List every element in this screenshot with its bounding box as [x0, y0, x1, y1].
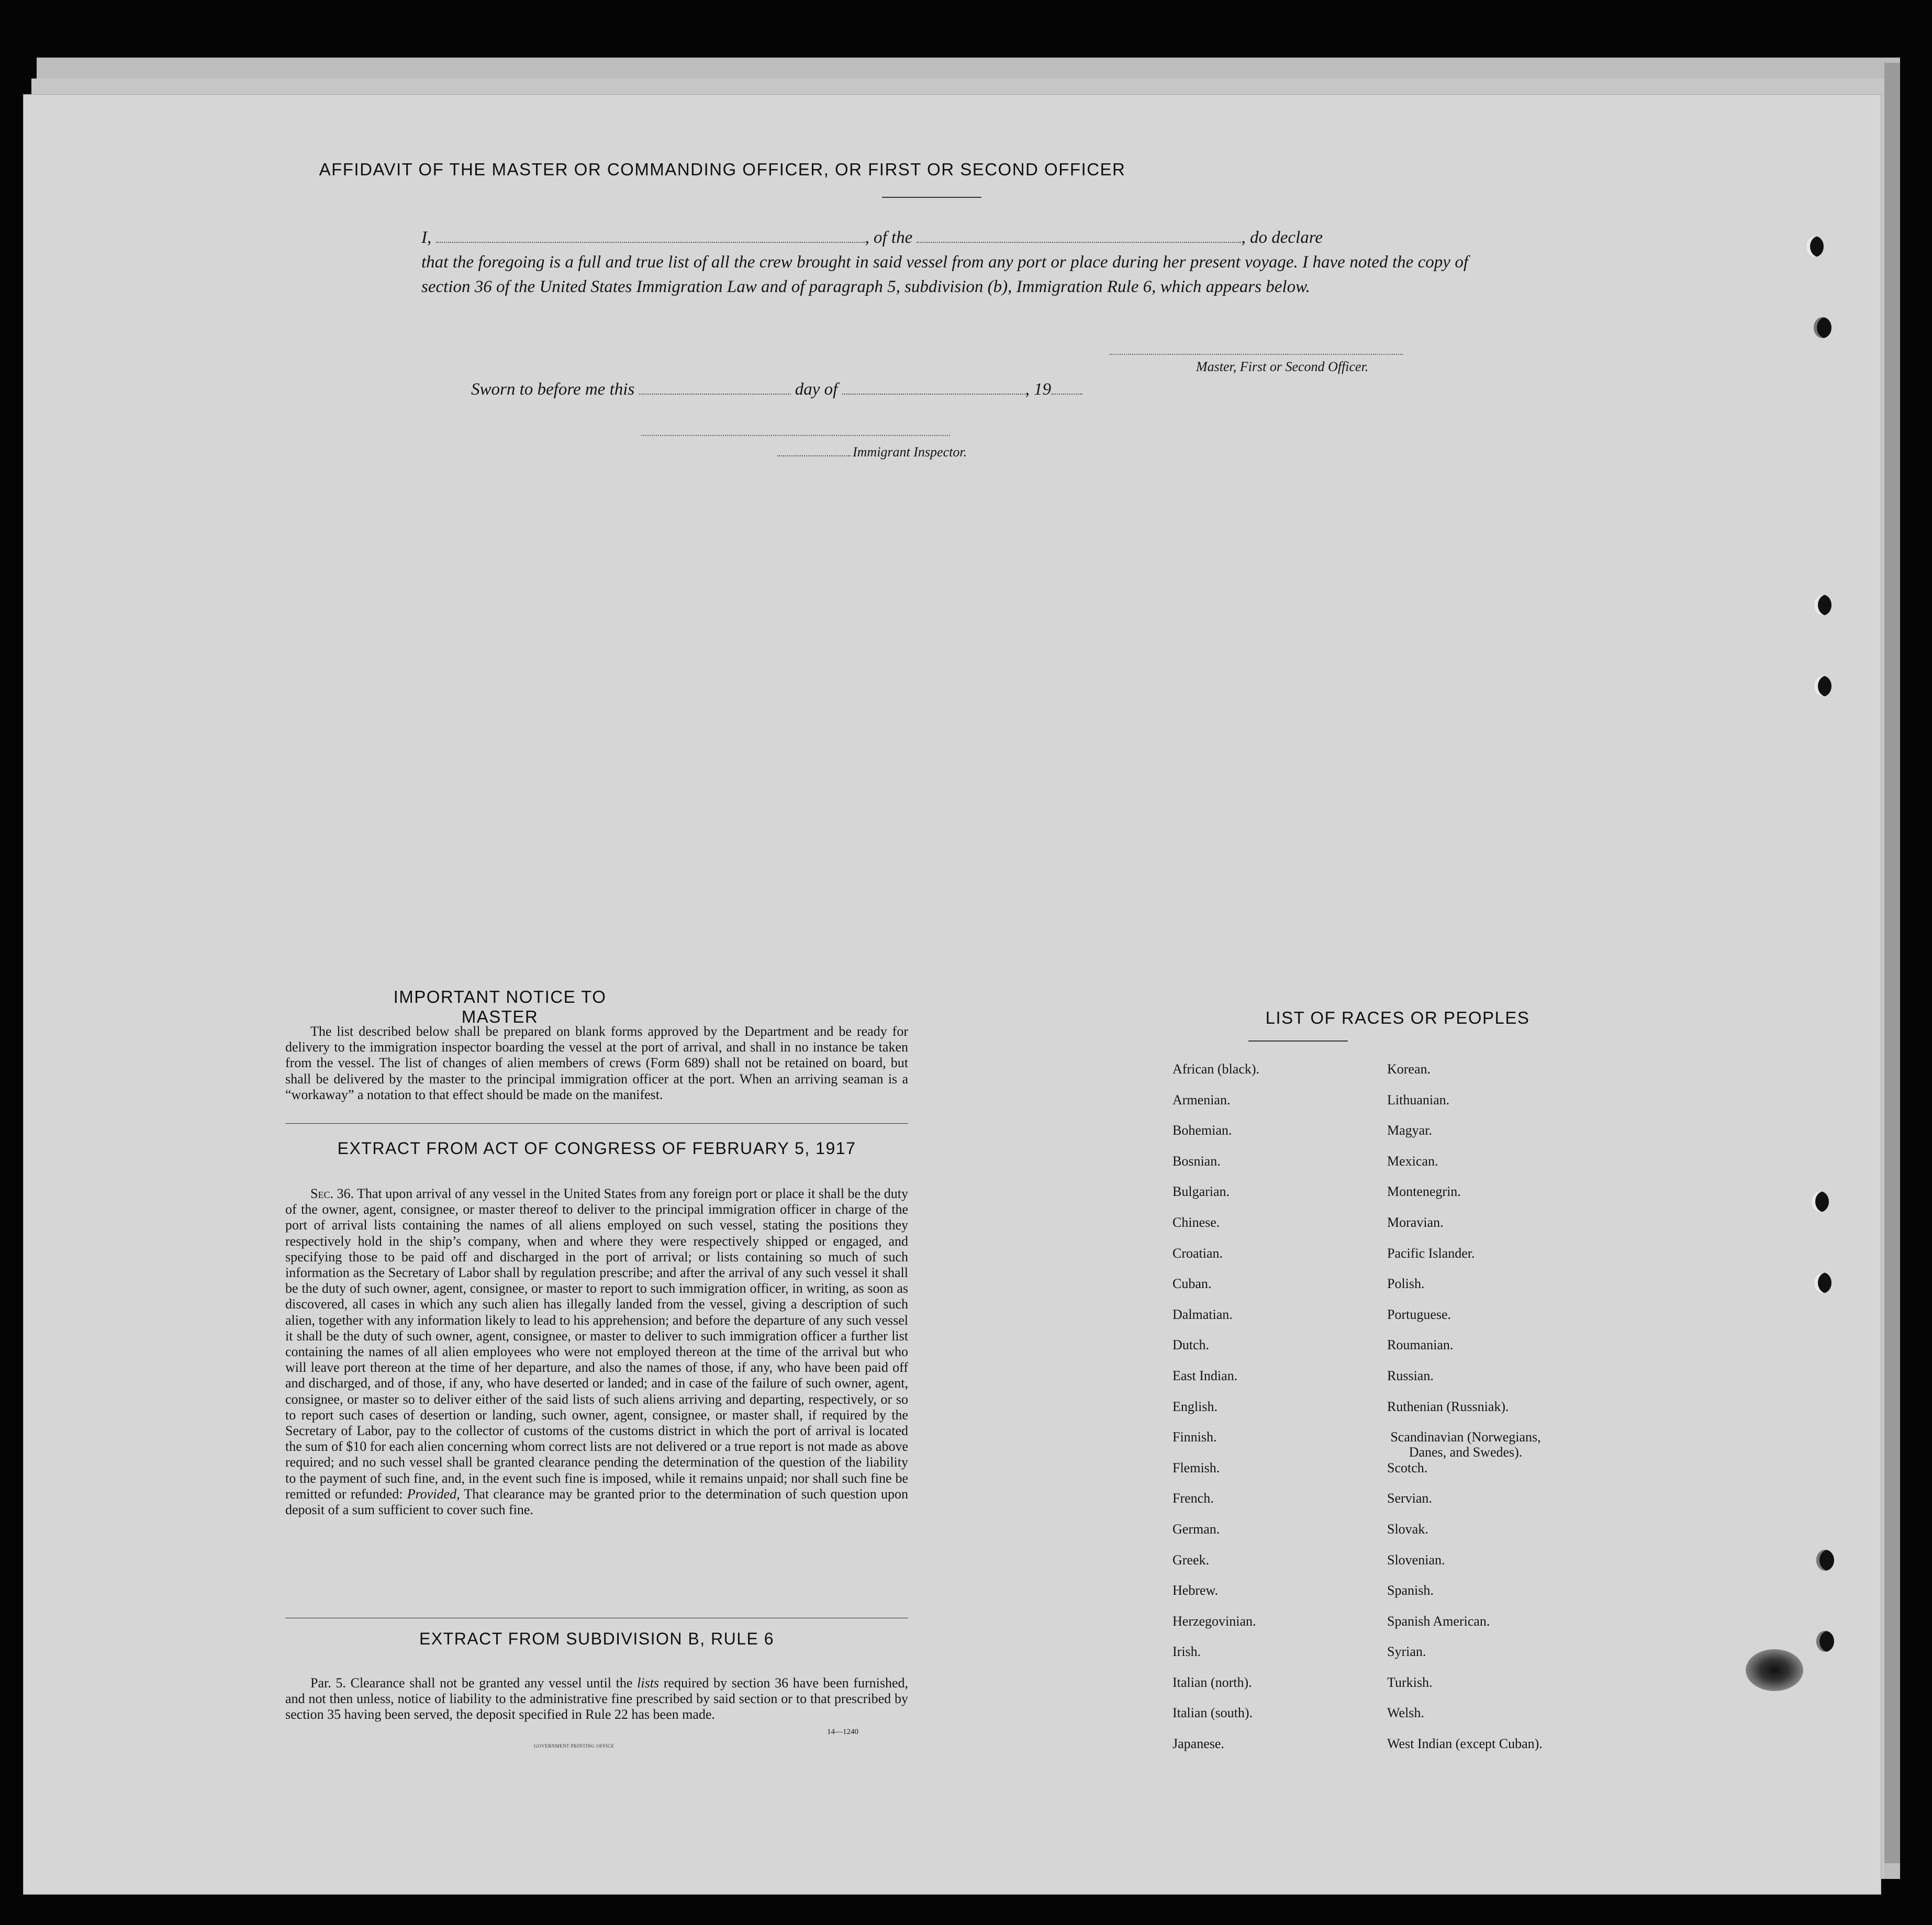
act-extract-body	[285, 1186, 908, 1518]
race-item: English.	[1172, 1398, 1218, 1414]
rule-extract-title: EXTRACT FROM SUBDIVISION B, RULE 6	[419, 1629, 775, 1648]
inspector-dots	[777, 455, 851, 456]
race-item: German.	[1172, 1521, 1220, 1537]
race-item: Spanish American.	[1387, 1613, 1490, 1629]
notice-title: IMPORTANT NOTICE TO MASTER	[393, 987, 607, 1026]
race-item: Dalmatian.	[1172, 1306, 1233, 1322]
races-title-underline	[1248, 1040, 1348, 1042]
rule-extract-body	[285, 1675, 908, 1723]
affidavit-declaration	[421, 226, 1468, 299]
act-extract-title: EXTRACT FROM ACT OF CONGRESS OF FEBRUARY 5, 1917	[337, 1139, 856, 1158]
race-item: African (black).	[1172, 1061, 1260, 1077]
title-underline	[882, 197, 981, 198]
rule-text-post: required by section 36 have been furnished, and not then unless, notice of liability to the administrative fine prescribed by said section or to that prescribed by section 35 having been served, the deposit specified in Rule 22 has been made.	[285, 1675, 909, 1722]
ink-smudge	[1746, 1649, 1803, 1691]
day-of-label: day of	[795, 380, 838, 399]
race-item: Russian.	[1387, 1368, 1434, 1383]
binder-hole	[1814, 676, 1832, 697]
race-item: Turkish.	[1387, 1674, 1433, 1690]
race-item: Croatian.	[1172, 1245, 1223, 1261]
declarant-prefix: I,	[421, 228, 432, 247]
notice-body	[285, 1024, 908, 1103]
master-signature-label: Master, First or Second Officer.	[1196, 359, 1369, 374]
sworn-day-field[interactable]	[639, 394, 791, 395]
race-item: Hebrew.	[1172, 1583, 1219, 1598]
binder-hole	[1811, 1191, 1829, 1212]
race-item: Servian.	[1387, 1491, 1432, 1506]
section-tail: That clearance may be granted prior to the determination of such question upon deposit of a sum sufficient to cover such fine.	[285, 1486, 909, 1518]
race-item: Irish.	[1172, 1644, 1201, 1660]
rule-text-pre: Par. 5. Clearance shall not be granted any vessel until the	[310, 1675, 633, 1691]
inspector-signature-field[interactable]	[641, 435, 950, 436]
race-item: West Indian (except Cuban).	[1387, 1736, 1543, 1752]
provided-word: Provided,	[407, 1486, 460, 1502]
race-item: Welsh.	[1387, 1705, 1424, 1721]
inspector-label: Immigrant Inspector.	[853, 444, 967, 460]
race-item: Bohemian.	[1172, 1123, 1232, 1138]
races-title: LIST OF RACES OR PEOPLES	[1265, 1008, 1530, 1027]
race-item: Flemish.	[1172, 1460, 1220, 1475]
sworn-line	[471, 380, 1082, 399]
race-item: Slovenian.	[1387, 1552, 1445, 1568]
binder-hole	[1816, 1550, 1834, 1571]
binder-hole	[1816, 1631, 1834, 1652]
race-item: Italian (north).	[1172, 1674, 1252, 1690]
declaration-body: that the foregoing is a full and true list of all the crew brought in said vessel from any port or place during her present voyage. I have noted the copy of section 36 of the United States Immigration Law and of paragraph 5, subdivision (b), Immigration Rule 6, which appears below.	[421, 253, 1468, 296]
declarant-name-field[interactable]	[436, 242, 865, 243]
race-item: Japanese.	[1172, 1736, 1224, 1752]
do-declare-label: , do declare	[1241, 228, 1323, 247]
notice-divider	[285, 1123, 908, 1124]
form-code: 14—1240	[827, 1728, 858, 1736]
race-item: Portuguese.	[1387, 1306, 1451, 1322]
races-left-column	[1172, 1061, 1382, 1767]
race-item: Dutch.	[1172, 1337, 1210, 1353]
race-item: Bulgarian.	[1172, 1184, 1230, 1200]
races-right-column	[1387, 1061, 1607, 1767]
race-item: Greek.	[1172, 1552, 1210, 1568]
lists-word: lists	[637, 1675, 660, 1691]
sworn-prefix: Sworn to before me this	[471, 380, 635, 399]
binder-hole	[1814, 595, 1832, 615]
declaration-line-1	[421, 226, 1468, 250]
year-prefix: , 19	[1025, 380, 1052, 399]
rule-extract-paragraph	[285, 1675, 908, 1723]
race-item: Italian (south).	[1172, 1705, 1253, 1721]
race-item: Slovak.	[1387, 1521, 1428, 1537]
race-item: Montenegrin.	[1387, 1184, 1461, 1200]
sheet-edge	[1884, 63, 1900, 1863]
race-item: Syrian.	[1387, 1644, 1426, 1660]
race-item: Roumanian.	[1387, 1337, 1454, 1353]
of-the-label: , of the	[865, 228, 913, 247]
document-page	[23, 94, 1881, 1895]
affidavit-title: AFFIDAVIT OF THE MASTER OR COMMANDING OFFICER, OR FIRST OR SECOND OFFICER	[319, 160, 1126, 179]
race-item: Chinese.	[1172, 1214, 1220, 1230]
race-item: Bosnian.	[1172, 1153, 1221, 1169]
binder-hole	[1814, 317, 1832, 338]
race-item: Korean.	[1387, 1061, 1431, 1077]
act-extract-paragraph	[285, 1186, 908, 1518]
race-item: Herzegovinian.	[1172, 1613, 1256, 1629]
race-item: Armenian.	[1172, 1092, 1231, 1107]
section-label: Sec. 36.	[310, 1186, 354, 1201]
printer-imprint: GOVERNMENT PRINTING OFFICE	[534, 1743, 615, 1749]
race-item: Pacific Islander.	[1387, 1245, 1475, 1261]
inspector-line	[777, 444, 967, 460]
race-item: Cuban.	[1172, 1276, 1212, 1292]
notice-paragraph: The list described below shall be prepared on blank forms approved by the Department and be ready for delivery to the immigration inspector boarding the vessel at the port of arrival, and shall in no instance be taken from the vessel. The list of changes of alien members of crews (Form 689) shall not be retained on board, but shall be delivered by the master to the principal immigration officer at the port. When an arriving seaman is a “workaway” a notation to that effect should be made on the manifest.	[285, 1024, 908, 1102]
race-item: Ruthenian (Russniak).	[1387, 1398, 1509, 1414]
sworn-year-field[interactable]	[1051, 394, 1082, 395]
race-item: Moravian.	[1387, 1214, 1444, 1230]
vessel-name-field[interactable]	[917, 242, 1241, 243]
sworn-month-field[interactable]	[842, 394, 1025, 395]
race-item: Polish.	[1387, 1276, 1425, 1292]
binder-hole	[1814, 1272, 1832, 1293]
race-item: Magyar.	[1387, 1123, 1432, 1138]
race-item: Scotch.	[1387, 1460, 1428, 1475]
section-text: That upon arrival of any vessel in the United States from any foreign port or place it shall be the duty of the owner, agent, consignee, or master thereof to deliver to the principal immigration officer in charge of the port of arrival lists containing the names of all aliens employed on such vessel, stating the positions they respectively hold in the ship’s company, when and where they were respectively shipped or engaged, and specifying those to be paid off and discharged in the port of arrival; or lists containing so much of such information as the Secretary of Labor shall by regulation prescribe; and after the arrival of any such vessel it shall be the duty of such owner, agent, consignee, or master to report to such immigration officer, in writing, as soon as discovered, all cases in which any such alien has illegally landed from the vessel, giving a description of such alien, together with any information likely to lead to his apprehension; and before the departure of any such vessel it shall be the duty of such owner, agent, consignee, or master to deliver to such immigration officer a further list containing the names of all alien employees who were not employed thereon at the time of the arrival but who will leave port thereon at the time of her departure, and also the names of those, if any, who have been paid off and discharged, and of those, if any, who have deserted or landed; and in case of the failure of such owner, agent, consignee, or master so to deliver either of the said lists of such aliens arriving and departing, respectively, or so to report such cases of desertion or landing, such owner, agent, consignee, or master shall, if required by the Secretary of Labor, pay to the collector of customs of the customs district in which the port of arrival is located the sum of $10 for each alien concerning whom correct lists are not delivered or a true report is not made as above required; and no such vessel shall be granted clearance pending the determination of the question of the liability to the payment of such fine, and, in the event such fine is imposed, while it remains unpaid; nor shall such fine be remitted or refunded:	[285, 1186, 908, 1502]
master-signature-field[interactable]	[1110, 354, 1403, 355]
race-item: East Indian.	[1172, 1368, 1238, 1383]
race-item: French.	[1172, 1491, 1214, 1506]
race-item: Scandinavian (Norwegians, Danes, and Swedes).	[1390, 1429, 1541, 1460]
race-item: Mexican.	[1387, 1153, 1438, 1169]
race-item: Finnish.	[1172, 1429, 1217, 1445]
race-item: Lithuanian.	[1387, 1092, 1450, 1107]
binder-hole	[1806, 236, 1824, 257]
race-item: Spanish.	[1387, 1583, 1434, 1598]
